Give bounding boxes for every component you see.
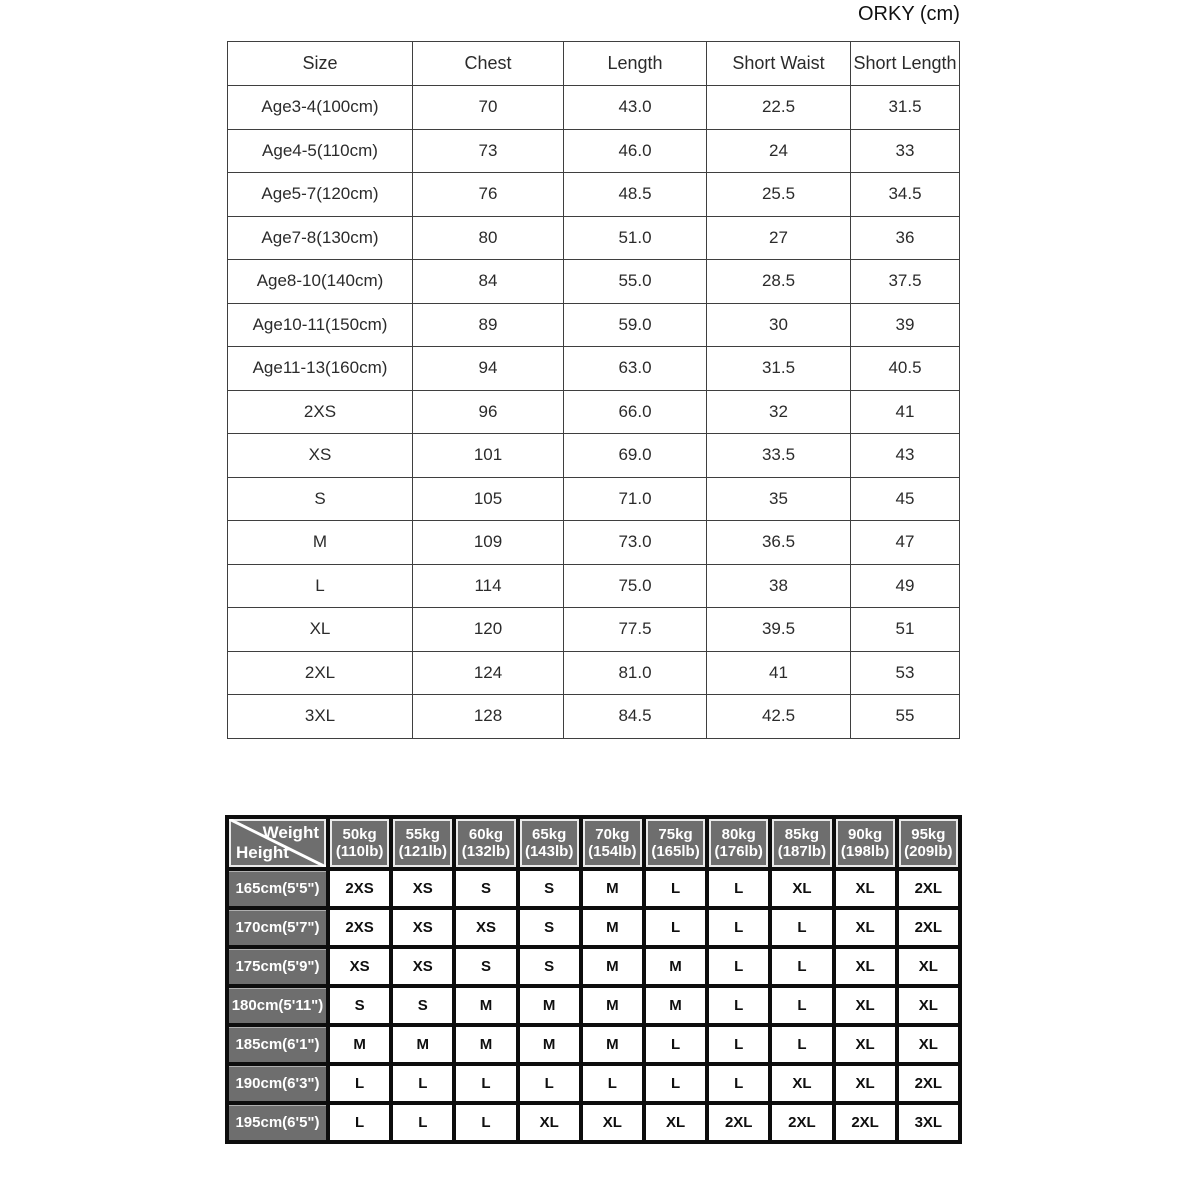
recommended-size-cell: 2XL [897, 869, 960, 908]
recommended-size-cell: 2XL [834, 1103, 897, 1142]
recommended-size-cell: L [644, 869, 707, 908]
measurement-cell: 49 [851, 564, 960, 608]
measurement-cell: 73.0 [564, 521, 707, 565]
size-name-cell: Age8-10(140cm) [228, 260, 413, 304]
measurement-cell: 55 [851, 695, 960, 739]
measurement-cell: 75.0 [564, 564, 707, 608]
recommended-size-cell: S [328, 986, 391, 1025]
height-header-cell: 185cm(6'1") [227, 1025, 328, 1064]
measurement-cell: 43 [851, 434, 960, 478]
size-table-row [228, 347, 960, 391]
measurement-cell: 30 [707, 303, 851, 347]
fit-matrix-row [227, 908, 960, 947]
recommended-size-cell: M [644, 947, 707, 986]
weight-lb-label: (187lb) [777, 843, 827, 860]
recommended-size-cell: XS [328, 947, 391, 986]
unit-label: ORKY (cm) [858, 3, 960, 25]
recommended-size-cell: L [707, 869, 770, 908]
fit-matrix-row [227, 1064, 960, 1103]
recommended-size-cell: M [518, 1025, 581, 1064]
measurement-cell: 39.5 [707, 608, 851, 652]
measurement-cell: 36 [851, 216, 960, 260]
weight-kg-label: 80kg [721, 825, 756, 843]
size-name-cell: Age11-13(160cm) [228, 347, 413, 391]
recommended-size-cell: 3XL [897, 1103, 960, 1142]
size-name-cell: XL [228, 608, 413, 652]
measurement-cell: 36.5 [707, 521, 851, 565]
weight-header-cell [897, 817, 960, 869]
size-name-cell: L [228, 564, 413, 608]
weight-lb-label: (121lb) [398, 843, 447, 860]
weight-kg-label: 50kg [342, 825, 377, 843]
measurement-cell: 73 [413, 129, 564, 173]
recommended-size-cell: XL [770, 1064, 833, 1103]
recommended-size-cell: L [454, 1064, 517, 1103]
fit-matrix-header-row [227, 817, 960, 869]
recommended-size-cell: L [707, 986, 770, 1025]
recommended-size-cell: 2XS [328, 869, 391, 908]
size-name-cell: M [228, 521, 413, 565]
measurement-cell: 22.5 [707, 86, 851, 130]
measurement-cell: 41 [851, 390, 960, 434]
recommended-size-cell: S [391, 986, 454, 1025]
size-name-cell: Age3-4(100cm) [228, 86, 413, 130]
corner-cell [227, 817, 328, 869]
corner-weight-label: Weight [262, 823, 319, 842]
recommended-size-cell: L [707, 1025, 770, 1064]
measurement-cell: 89 [413, 303, 564, 347]
measurement-cell: 27 [707, 216, 851, 260]
fit-matrix-row [227, 947, 960, 986]
measurement-cell: 101 [413, 434, 564, 478]
col-header-short-waist: Short Waist [707, 42, 851, 86]
measurement-cell: 33.5 [707, 434, 851, 478]
size-table-row [228, 86, 960, 130]
weight-kg-label: 70kg [595, 825, 630, 843]
measurement-cell: 70 [413, 86, 564, 130]
measurement-cell: 77.5 [564, 608, 707, 652]
recommended-size-cell: XL [897, 1025, 960, 1064]
size-table-row [228, 608, 960, 652]
measurement-cell: 40.5 [851, 347, 960, 391]
recommended-size-cell: M [391, 1025, 454, 1064]
measurement-cell: 51.0 [564, 216, 707, 260]
weight-header-cell [770, 817, 833, 869]
weight-header-cell [581, 817, 644, 869]
weight-lb-label: (154lb) [588, 843, 637, 860]
weight-lb-label: (110lb) [335, 843, 384, 860]
recommended-size-cell: L [707, 947, 770, 986]
fit-matrix-row [227, 869, 960, 908]
recommended-size-cell: XL [581, 1103, 644, 1142]
size-table-header-row [228, 42, 960, 86]
fit-matrix-row [227, 1103, 960, 1142]
weight-lb-label: (198lb) [840, 843, 890, 860]
measurement-cell: 84 [413, 260, 564, 304]
measurement-cell: 43.0 [564, 86, 707, 130]
measurement-cell: 48.5 [564, 173, 707, 217]
size-name-cell: Age4-5(110cm) [228, 129, 413, 173]
weight-lb-label: (176lb) [714, 843, 763, 860]
measurement-cell: 32 [707, 390, 851, 434]
measurement-cell: 66.0 [564, 390, 707, 434]
recommended-size-cell: M [581, 947, 644, 986]
measurement-cell: 46.0 [564, 129, 707, 173]
recommended-size-cell: XL [834, 1025, 897, 1064]
recommended-size-cell: 2XL [707, 1103, 770, 1142]
size-table-body [228, 86, 960, 739]
recommended-size-cell: L [644, 908, 707, 947]
measurement-cell: 31.5 [851, 86, 960, 130]
recommended-size-cell: XL [834, 869, 897, 908]
recommended-size-cell: XL [834, 986, 897, 1025]
recommended-size-cell: S [518, 908, 581, 947]
recommended-size-cell: XL [770, 869, 833, 908]
recommended-size-cell: XL [834, 947, 897, 986]
recommended-size-cell: L [328, 1064, 391, 1103]
measurement-cell: 120 [413, 608, 564, 652]
recommended-size-cell: 2XL [897, 908, 960, 947]
weight-header-cell [707, 817, 770, 869]
weight-header-cell [644, 817, 707, 869]
size-name-cell: XS [228, 434, 413, 478]
recommended-size-cell: M [454, 1025, 517, 1064]
recommended-size-cell: L [770, 1025, 833, 1064]
measurement-cell: 109 [413, 521, 564, 565]
recommended-size-cell: XL [834, 1064, 897, 1103]
measurement-cell: 33 [851, 129, 960, 173]
measurement-cell: 45 [851, 477, 960, 521]
weight-kg-label: 85kg [784, 825, 819, 843]
weight-lb-label: (165lb) [651, 843, 700, 860]
size-table-row [228, 216, 960, 260]
col-header-short-length: Short Length [851, 42, 960, 86]
recommended-size-cell: XS [391, 869, 454, 908]
weight-kg-label: 95kg [911, 825, 946, 843]
measurement-cell: 81.0 [564, 651, 707, 695]
size-table-row [228, 564, 960, 608]
measurement-cell: 71.0 [564, 477, 707, 521]
weight-kg-label: 65kg [532, 825, 567, 843]
measurement-cell: 69.0 [564, 434, 707, 478]
size-name-cell: 3XL [228, 695, 413, 739]
weight-kg-label: 55kg [405, 825, 440, 843]
height-header-cell: 165cm(5'5") [227, 869, 328, 908]
size-table-row [228, 173, 960, 217]
fit-matrix-row [227, 986, 960, 1025]
fit-matrix-row [227, 1025, 960, 1064]
recommended-size-cell: L [391, 1064, 454, 1103]
col-header-size: Size [228, 42, 413, 86]
corner-height-label: Height [236, 843, 289, 863]
recommended-size-cell: XL [834, 908, 897, 947]
recommended-size-cell: S [454, 869, 517, 908]
measurement-cell: 37.5 [851, 260, 960, 304]
measurement-cell: 51 [851, 608, 960, 652]
measurement-cell: 47 [851, 521, 960, 565]
weight-lb-label: (143lb) [524, 843, 574, 860]
recommended-size-cell: L [707, 908, 770, 947]
recommended-size-cell: XS [391, 947, 454, 986]
measurement-cell: 35 [707, 477, 851, 521]
weight-header-cell [518, 817, 581, 869]
height-header-cell: 190cm(6'3") [227, 1064, 328, 1103]
recommended-size-cell: S [518, 947, 581, 986]
recommended-size-cell: 2XS [328, 908, 391, 947]
recommended-size-cell: L [770, 908, 833, 947]
size-name-cell: 2XL [228, 651, 413, 695]
recommended-size-cell: M [644, 986, 707, 1025]
fit-matrix-table [225, 815, 962, 1144]
size-name-cell: Age5-7(120cm) [228, 173, 413, 217]
measurement-cell: 39 [851, 303, 960, 347]
size-table [227, 41, 960, 739]
weight-header-cell [328, 817, 391, 869]
measurement-cell: 124 [413, 651, 564, 695]
recommended-size-cell: L [770, 947, 833, 986]
recommended-size-cell: L [770, 986, 833, 1025]
measurement-cell: 94 [413, 347, 564, 391]
measurement-cell: 34.5 [851, 173, 960, 217]
size-table-row [228, 477, 960, 521]
recommended-size-cell: L [644, 1025, 707, 1064]
size-table-row [228, 303, 960, 347]
col-header-chest: Chest [413, 42, 564, 86]
recommended-size-cell: L [328, 1103, 391, 1142]
recommended-size-cell: XL [897, 947, 960, 986]
recommended-size-cell: 2XL [897, 1064, 960, 1103]
measurement-cell: 76 [413, 173, 564, 217]
measurement-cell: 24 [707, 129, 851, 173]
size-table-row [228, 651, 960, 695]
weight-header-cell [391, 817, 454, 869]
height-header-cell: 170cm(5'7") [227, 908, 328, 947]
recommended-size-cell: 2XL [770, 1103, 833, 1142]
size-table-row [228, 260, 960, 304]
recommended-size-cell: M [328, 1025, 391, 1064]
recommended-size-cell: M [581, 986, 644, 1025]
measurement-cell: 128 [413, 695, 564, 739]
size-name-cell: Age7-8(130cm) [228, 216, 413, 260]
weight-kg-label: 60kg [468, 825, 504, 843]
height-header-cell: 180cm(5'11") [227, 986, 328, 1025]
recommended-size-cell: XS [391, 908, 454, 947]
recommended-size-cell: L [581, 1064, 644, 1103]
recommended-size-cell: XL [644, 1103, 707, 1142]
recommended-size-cell: L [391, 1103, 454, 1142]
recommended-size-cell: M [581, 1025, 644, 1064]
size-table-row [228, 129, 960, 173]
measurement-cell: 41 [707, 651, 851, 695]
measurement-cell: 63.0 [564, 347, 707, 391]
recommended-size-cell: L [518, 1064, 581, 1103]
measurement-cell: 80 [413, 216, 564, 260]
weight-lb-label: (132lb) [461, 843, 511, 860]
measurement-cell: 28.5 [707, 260, 851, 304]
recommended-size-cell: S [518, 869, 581, 908]
weight-kg-label: 90kg [847, 825, 883, 843]
size-table-row [228, 521, 960, 565]
size-name-cell: Age10-11(150cm) [228, 303, 413, 347]
recommended-size-cell: L [707, 1064, 770, 1103]
recommended-size-cell: M [581, 869, 644, 908]
size-name-cell: 2XS [228, 390, 413, 434]
recommended-size-cell: XL [897, 986, 960, 1025]
size-table-row [228, 695, 960, 739]
recommended-size-cell: L [644, 1064, 707, 1103]
measurement-cell: 59.0 [564, 303, 707, 347]
measurement-cell: 31.5 [707, 347, 851, 391]
size-table-row [228, 390, 960, 434]
measurement-cell: 55.0 [564, 260, 707, 304]
weight-kg-label: 75kg [658, 825, 693, 843]
recommended-size-cell: XS [454, 908, 517, 947]
measurement-cell: 25.5 [707, 173, 851, 217]
weight-header-cell [834, 817, 897, 869]
recommended-size-cell: L [454, 1103, 517, 1142]
measurement-cell: 114 [413, 564, 564, 608]
measurement-cell: 84.5 [564, 695, 707, 739]
recommended-size-cell: S [454, 947, 517, 986]
weight-lb-label: (209lb) [904, 843, 953, 860]
recommended-size-cell: M [518, 986, 581, 1025]
corner-cell-inner [229, 819, 326, 867]
recommended-size-cell: XL [518, 1103, 581, 1142]
height-header-cell: 195cm(6'5") [227, 1103, 328, 1142]
measurement-cell: 53 [851, 651, 960, 695]
recommended-size-cell: M [581, 908, 644, 947]
measurement-cell: 105 [413, 477, 564, 521]
recommended-size-cell: M [454, 986, 517, 1025]
weight-header-cell [454, 817, 517, 869]
height-header-cell: 175cm(5'9") [227, 947, 328, 986]
col-header-length: Length [564, 42, 707, 86]
measurement-cell: 42.5 [707, 695, 851, 739]
measurement-cell: 38 [707, 564, 851, 608]
size-table-row [228, 434, 960, 478]
size-name-cell: S [228, 477, 413, 521]
measurement-cell: 96 [413, 390, 564, 434]
